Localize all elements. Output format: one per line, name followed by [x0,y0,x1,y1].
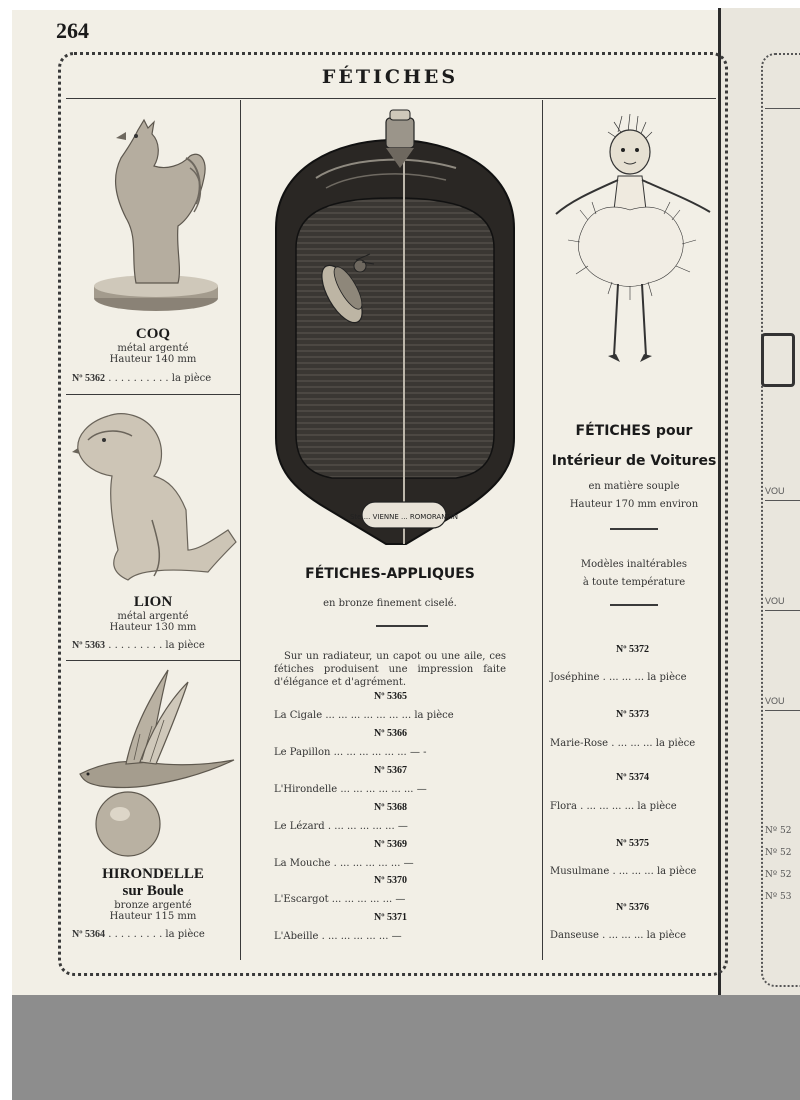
lion-price: . . . . . . . . . la pièce [108,640,205,651]
item-number-5375: Nº 5375 [616,838,650,849]
item-price: — [397,821,408,832]
adjacent-page-rule [765,710,800,711]
coq-height: Hauteur 140 mm [109,354,197,365]
left-section-rule-2 [66,660,240,661]
appliques-title: FÉTICHES-APPLIQUES [305,566,475,582]
item-row-la-cigale [274,710,454,721]
coq-ref: Nº 5362 [72,373,106,384]
item-dots: . ... ... ... ... ... [333,858,401,869]
interior-divider-2 [610,604,658,606]
page-title: FÉTICHES [321,66,459,88]
item-name: Joséphine [550,672,600,683]
item-name: L'Abeille [274,931,319,942]
adjacent-page-number-1: Nº 52 [765,826,792,836]
item-name: L'Escargot [274,894,329,905]
adjacent-page-label-1: VOU [765,486,785,496]
swallow-on-ball-illustration [70,664,238,862]
coq-material: métal argenté [117,343,189,354]
item-number-5370: Nº 5370 [374,875,408,886]
title-rule [66,98,716,99]
item-number-5369: Nº 5369 [374,839,408,850]
hirondelle-ref: Nº 5364 [72,929,106,940]
adjacent-page-rule [765,108,800,109]
interior-title [546,416,722,476]
item-dots: . ... ... ... ... [580,801,635,812]
coq-price: . . . . . . . . . . la pièce [108,373,212,384]
appliques-divider [376,625,428,627]
item-row-l-hirondelle [274,784,427,795]
interior-notes [546,556,722,592]
hirondelle-label [66,866,240,922]
adjacent-page-number-3: Nº 52 [765,870,792,880]
interior-divider-1 [610,528,658,530]
coq-label [66,326,240,365]
adjacent-page-rule [765,610,800,611]
appliques-subtitle: en bronze finement ciselé. [323,598,457,609]
item-name: La Cigale [274,710,323,721]
page-number: 264 [56,18,89,43]
coq-ref-line [72,373,211,384]
scan-background [12,995,800,1100]
item-dots: . ... ... ... ... ... [327,821,395,832]
item-price: — [403,858,414,869]
hirondelle-height: Hauteur 115 mm [109,911,197,922]
interior-specs [546,478,722,514]
item-number-5367: Nº 5367 [374,765,408,776]
lion-height: Hauteur 130 mm [109,622,197,633]
appliques-intro: Sur un radiateur, un capot ou une aile, ces fétiches produisent une impression faite d'élégance et d'agrément. [274,651,506,688]
item-dots: . ... ... ... [602,672,644,683]
coq-name: COQ [135,326,171,342]
item-dots: . ... ... ... [612,866,654,877]
hirondelle-price: . . . . . . . . . la pièce [108,929,205,940]
item-number-5374: Nº 5374 [616,772,650,783]
interior-note-2: à toute température [582,577,686,588]
item-price: la pièce [655,738,696,749]
item-number-5366: Nº 5366 [374,728,408,739]
adjacent-page-label-3: VOU [765,696,785,706]
item-row-l-escargot [274,894,405,905]
feather-doll-illustration [552,110,716,370]
left-section-rule-1 [66,394,240,395]
item-number-5365: Nº 5365 [374,691,408,702]
adjacent-page [718,8,800,998]
item-price: la pièce [646,930,687,941]
item-name: L'Hirondelle [274,784,338,795]
radiator-plate-text: Ste ... VIENNE ... ROMORANTIN [349,513,459,521]
interior-height: Hauteur 170 mm environ [569,499,699,510]
item-price: la pièce [414,710,454,721]
item-dots: ... ... ... ... ... [331,894,393,905]
item-row-josephine [550,672,687,683]
item-name: Le Papillon [274,747,331,758]
column-divider-left [240,100,241,960]
item-row-danseuse [550,930,686,941]
interior-note-1: Modèles inaltérables [580,559,688,570]
hirondelle-name: HIRONDELLE [102,866,204,882]
item-dots: . ... ... ... ... ... [321,931,389,942]
adjacent-page-number-2: Nº 52 [765,848,792,858]
lion-ref-line [72,640,205,651]
lion-name: LION [133,594,173,610]
interior-title-line2: Intérieur de Voitures [551,453,717,469]
item-price: la pièce [637,801,677,812]
binder-clip [761,333,795,387]
item-number-5371: Nº 5371 [374,912,408,923]
item-price: — [391,931,402,942]
lion-ref: Nº 5363 [72,640,106,651]
interior-title-line1: FÉTICHES pour [575,423,693,439]
item-name: La Mouche [274,858,331,869]
item-dots: ... ... ... ... ... ... ... [325,710,412,721]
item-price: la pièce [647,672,687,683]
item-name: Flora [550,801,577,812]
item-dots: ... ... ... ... ... ... [333,747,407,758]
item-number-5372: Nº 5372 [616,644,650,655]
item-name: Musulmane [550,866,610,877]
item-price: — [416,784,427,795]
item-name: Le Lézard [274,821,325,832]
adjacent-page-rule [765,500,800,501]
item-row-l-abeille [274,931,402,942]
item-name: Marie-Rose [550,738,609,749]
column-divider-right [542,100,543,960]
item-price: — [395,894,406,905]
item-name: Danseuse [550,930,599,941]
item-price: la pièce [656,866,697,877]
lion-material: métal argenté [117,611,189,622]
item-dots: . ... ... ... [611,738,653,749]
adjacent-page-label-2: VOU [765,596,785,606]
hirondelle-ref-line [72,929,205,940]
rooster-figurine-illustration [86,108,226,314]
hirondelle-material: bronze argenté [114,900,192,911]
item-row-musulmane [550,866,696,877]
item-dots: . ... ... ... [602,930,644,941]
item-number-5368: Nº 5368 [374,802,408,813]
item-price: — - [409,747,427,758]
hirondelle-name-line2: sur Boule [122,883,184,899]
lion-figurine-illustration [68,400,240,590]
item-dots: ... ... ... ... ... ... [340,784,414,795]
item-row-le-papillon [274,747,427,758]
item-row-le-lezard [274,821,408,832]
item-number-5373: Nº 5373 [616,709,650,720]
interior-material: en matière souple [588,481,680,492]
adjacent-page-frame [761,53,800,987]
item-row-marie-rose [550,738,695,749]
adjacent-page-number-4: Nº 53 [765,892,792,902]
lion-label [66,594,240,633]
item-number-5376: Nº 5376 [616,902,650,913]
item-row-flora [550,801,677,812]
item-row-la-mouche [274,858,414,869]
radiator-with-cicada-illustration [256,108,532,550]
